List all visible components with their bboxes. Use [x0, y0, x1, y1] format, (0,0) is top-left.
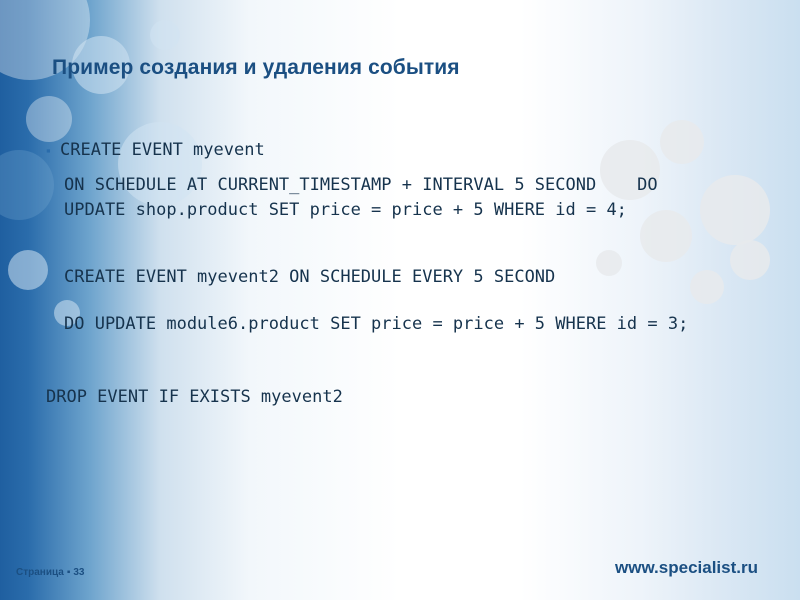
footer-site-url: www.specialist.ru: [615, 558, 758, 577]
code-line-on-schedule: ON SCHEDULE AT CURRENT_TIMESTAMP + INTERVAL 5 SECOND DO UPDATE shop.product SET price = price + 5 WHERE id = 4;: [64, 175, 709, 220]
footer-page-number: 33: [73, 567, 85, 578]
code-line-create-event2: CREATE EVENT myevent2 ON SCHEDULE EVERY 5 SECOND: [64, 267, 556, 287]
decorative-bubble: [150, 20, 180, 50]
decorative-bubble: [8, 250, 48, 290]
footer-page-label: Страница: [16, 567, 64, 578]
code-bullet-item: [46, 138, 762, 165]
code-line-drop-event: DROP EVENT IF EXISTS myevent2: [46, 387, 343, 407]
page-title: Пример создания и удаления события: [52, 56, 460, 79]
decorative-bubble: [26, 96, 72, 142]
footer-page-indicator: [16, 567, 84, 578]
bullet-marker-icon: ▪: [46, 143, 51, 158]
footer-separator-icon: ▪: [66, 567, 71, 578]
code-line-do-update: DO UPDATE module6.product SET price = price + 5 WHERE id = 3;: [64, 314, 689, 334]
slide-content: [46, 138, 762, 412]
code-line-create-event: CREATE EVENT myevent: [60, 140, 265, 160]
